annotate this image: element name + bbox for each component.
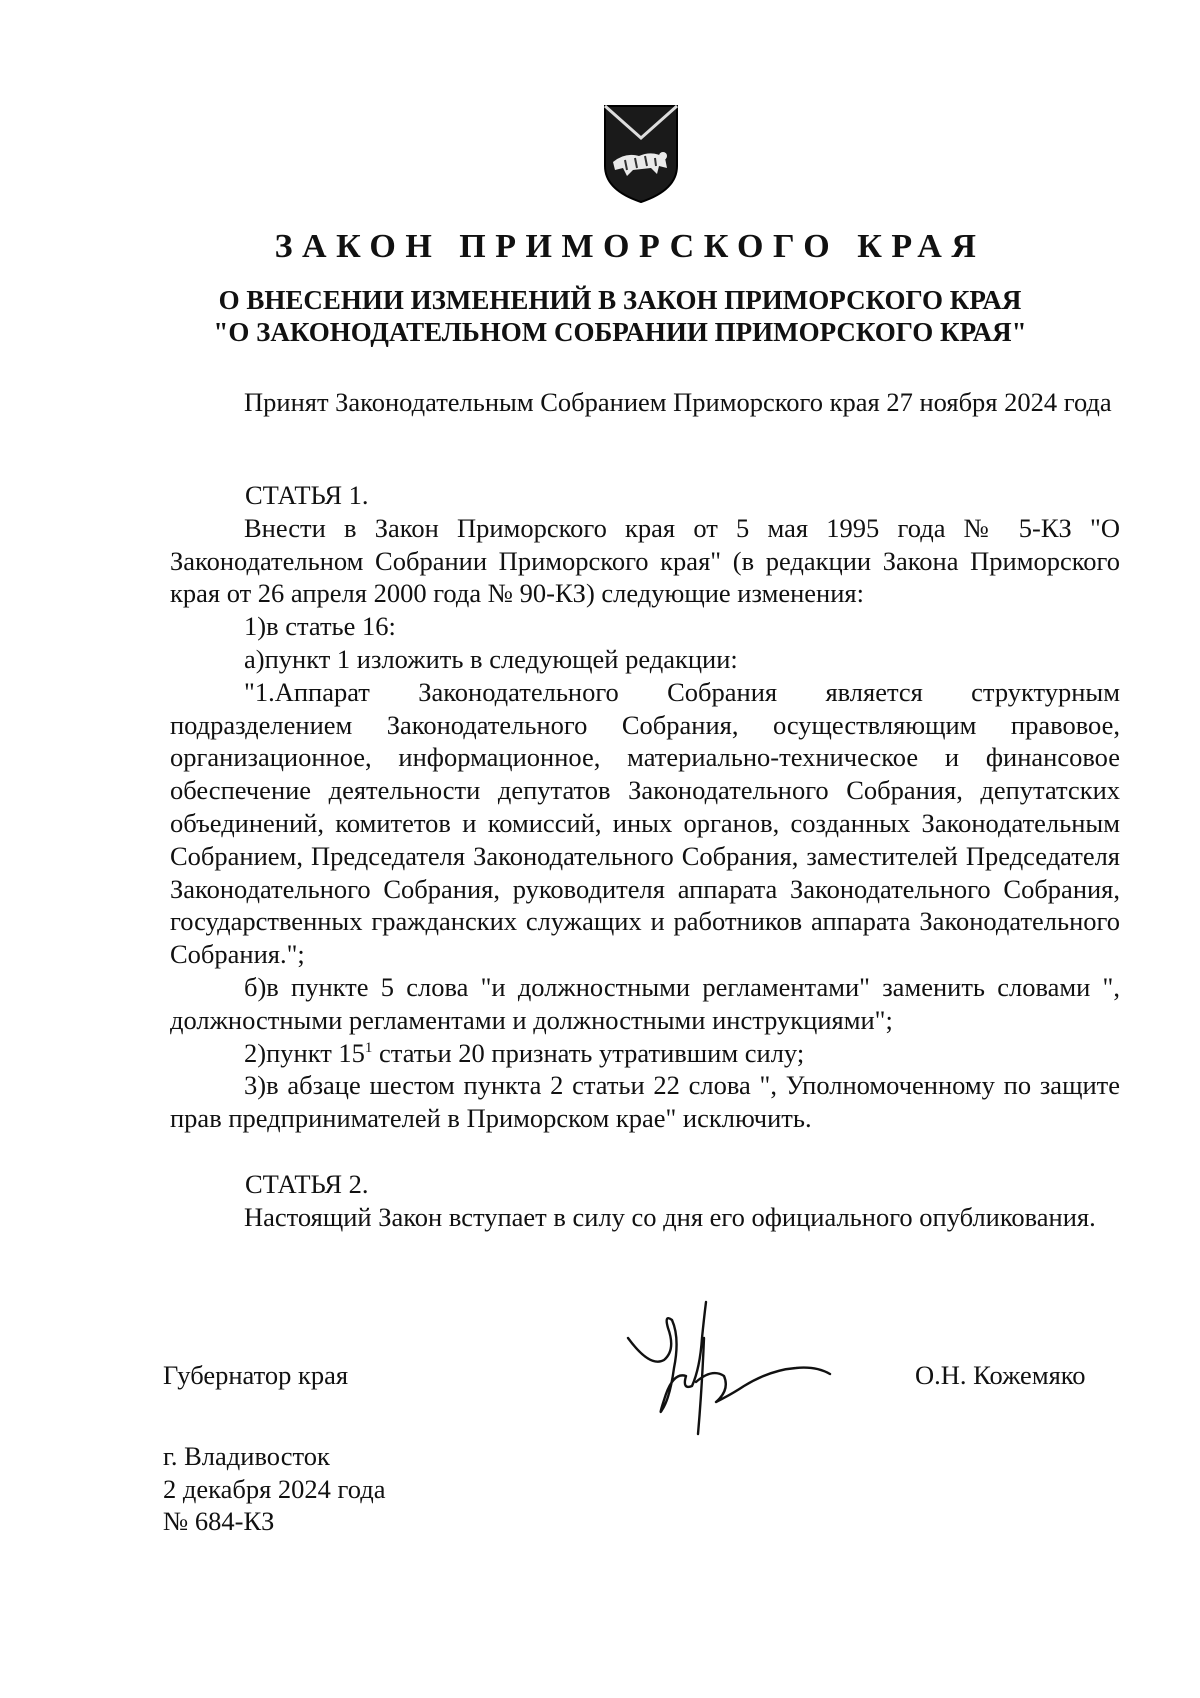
- item-2-post: статьи 20 признать утратившим силу;: [372, 1037, 805, 1068]
- handwritten-signature-icon: [620, 1298, 860, 1438]
- signatory-name: О.Н. Кожемяко: [915, 1360, 1086, 1390]
- document-footer: [163, 1440, 385, 1538]
- adoption-note: [170, 386, 1120, 419]
- article-1: [170, 479, 1120, 1135]
- item-2-pre: 2)пункт 15: [244, 1037, 365, 1068]
- article-2-text: Настоящий Закон вступает в силу со дня его официального опубликования.: [244, 1201, 1096, 1232]
- article-1-intro: Внести в Закон Приморского края от 5 мая 1995 года № 5-КЗ "О Законодательном Собрании Приморского края" (в редакции Закона Приморского края от 26 апреля 2000 года № 90-КЗ) следующие изменения:: [170, 512, 1120, 609]
- law-subtitle: [120, 284, 1120, 348]
- article-1-heading: СТАТЬЯ 1.: [245, 480, 369, 510]
- article-1-item-1b: б)в пункте 5 слова "и должностными регламентами" заменить словами ", должностными регламентами и должностными инструкциями";: [170, 971, 1120, 1035]
- coat-of-arms-icon: [603, 104, 679, 204]
- item-2-superscript: 1: [364, 1039, 373, 1056]
- article-2-heading: СТАТЬЯ 2.: [245, 1169, 369, 1199]
- subtitle-line: О ВНЕСЕНИИ ИЗМЕНЕНИЙ В ЗАКОН ПРИМОРСКОГО КРАЯ: [218, 285, 1022, 315]
- article-1-item-2: [170, 1037, 1120, 1070]
- signatory-position: Губернатор края: [163, 1360, 349, 1390]
- law-title: ЗАКОН ПРИМОРСКОГО КРАЯ: [274, 228, 986, 265]
- subtitle-line: "О ЗАКОНОДАТЕЛЬНОМ СОБРАНИИ ПРИМОРСКОГО КРАЯ": [213, 317, 1027, 347]
- signature-block: [0, 1360, 1200, 1420]
- footer-city: г. Владивосток: [163, 1441, 330, 1471]
- article-1-item-1a: а)пункт 1 изложить в следующей редакции:: [244, 643, 738, 674]
- footer-number: № 684-КЗ: [163, 1506, 275, 1536]
- article-2: [170, 1168, 1120, 1234]
- article-1-item-1: 1)в статье 16:: [244, 611, 396, 642]
- article-1-item-3: 3)в абзаце шестом пункта 2 статьи 22 слова ", Уполномоченному по защите прав предпринимателей в Приморском крае" исключить.: [170, 1070, 1120, 1134]
- adoption-text: Принят Законодательным Собранием Приморского края 27 ноября 2024 года: [244, 387, 1112, 417]
- footer-date: 2 декабря 2024 года: [163, 1473, 386, 1504]
- article-1-item-1a-text: "1.Аппарат Законодательного Собрания является структурным подразделением Законодательного Собрания, осуществляющим правовое, организационное, информационное, материально-техническое и финансовое обеспечение деятельности депутатов Законодательного Собрания, депутатских объединений, комитетов и комиссий, иных органов, созданных Законодательным Собранием, Председателя Законодательного Собрания, заместителей Председателя Законодательного Собрания, руководителя аппарата Законодательного Собрания, государственных гражданских служащих и работников аппарата Законодательного Собрания.";: [170, 676, 1120, 970]
